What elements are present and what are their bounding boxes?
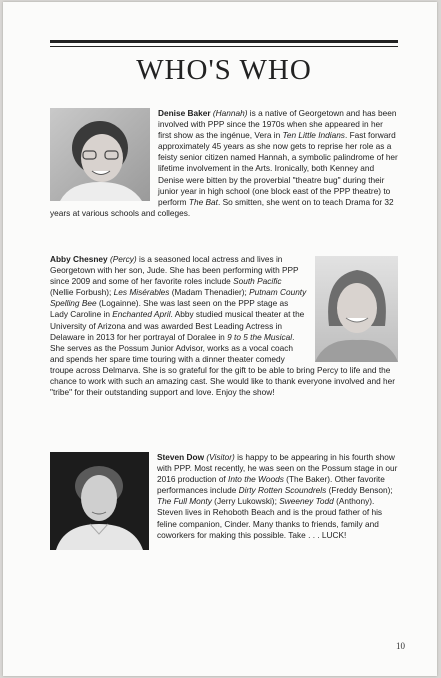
bio-denise-baker: Denise Baker (Hannah) is a native of Georgetown and has been involved with PPP since the 1970s when she appeared in her first show as the ingénue, Vera in Ten Little Indians. Fast forward approximately 45 years as she now gets to reprise her role as a feisty senior citizen named Hannah, a symbolic palindrome of her lifetime involvement in the Arts. Ironically, both Kenney and Denise were bitten by the proverbial "theatre bug" during their junior year in high school (one block east of the PPP theatre) to perform The Bat. So smitten, she went on to teach Drama for 32 years at various schools and colleges. [50, 108, 398, 218]
bio-role: (Hannah) [212, 108, 248, 118]
headshot-denise-baker [50, 108, 150, 201]
headshot-abby-chesney [315, 256, 398, 362]
bio-name: Denise Baker [158, 108, 211, 118]
headshot-steven-dow [50, 452, 149, 550]
bio-name: Steven Dow [157, 452, 205, 462]
bio-role: (Visitor) [206, 452, 235, 462]
bio-steven-dow: Steven Dow (Visitor) is happy to be appearing in his fourth show with PPP. Most recently, he was seen on the Possum stage in our 2016 production of Into the Woods (The Baker). Other favorite performances include Dirty Rotten Scoundrels (Freddy Benson); The Full Monty (Jerry Lukowski); Sweeney Todd (Anthony). Steven lives in Rehoboth Beach and is the proud father of his feline companion, Cinder. Many thanks to friends, family and coworkers for making this possible. Take . . . LUCK! [50, 452, 398, 552]
heading-rule-thick [50, 40, 398, 43]
page-number: 10 [396, 641, 405, 651]
program-page [3, 2, 437, 676]
page-title: WHO'S WHO [136, 54, 312, 86]
heading-rule-thin [50, 46, 398, 47]
bio-abby-chesney: Abby Chesney (Percy) is a seasoned local actress and lives in Georgetown with her son, Jude. She has been performing with PPP since 2009 and some of her favorite roles include South Pacific (Nellie Forbush); Les Misérables (Madam Thenadier); Putnam County Spelling Bee (Logainne). She was last seen on the PPP stage as Lady Caroline in Enchanted April. Abby studied musical theater at the University of Arizona and was awarded Best Leading Actress in Delaware in 2013 for her portrayal of Doralee in 9 to 5 the Musical. She serves as the Possum Junior Advisor, works as a vocal coach and spends her spare time touring with a dinner theater comedy troupe across Delmarva. She is so grateful for the gift to be able to bring Percy to life and the chance to work with such an amazing cast. She would like to thank everyone involved and her "tribe" for their outstanding support and love. Enjoy the show! [50, 254, 398, 398]
bio-name: Abby Chesney [50, 254, 108, 264]
bio-role: (Percy) [109, 254, 137, 264]
